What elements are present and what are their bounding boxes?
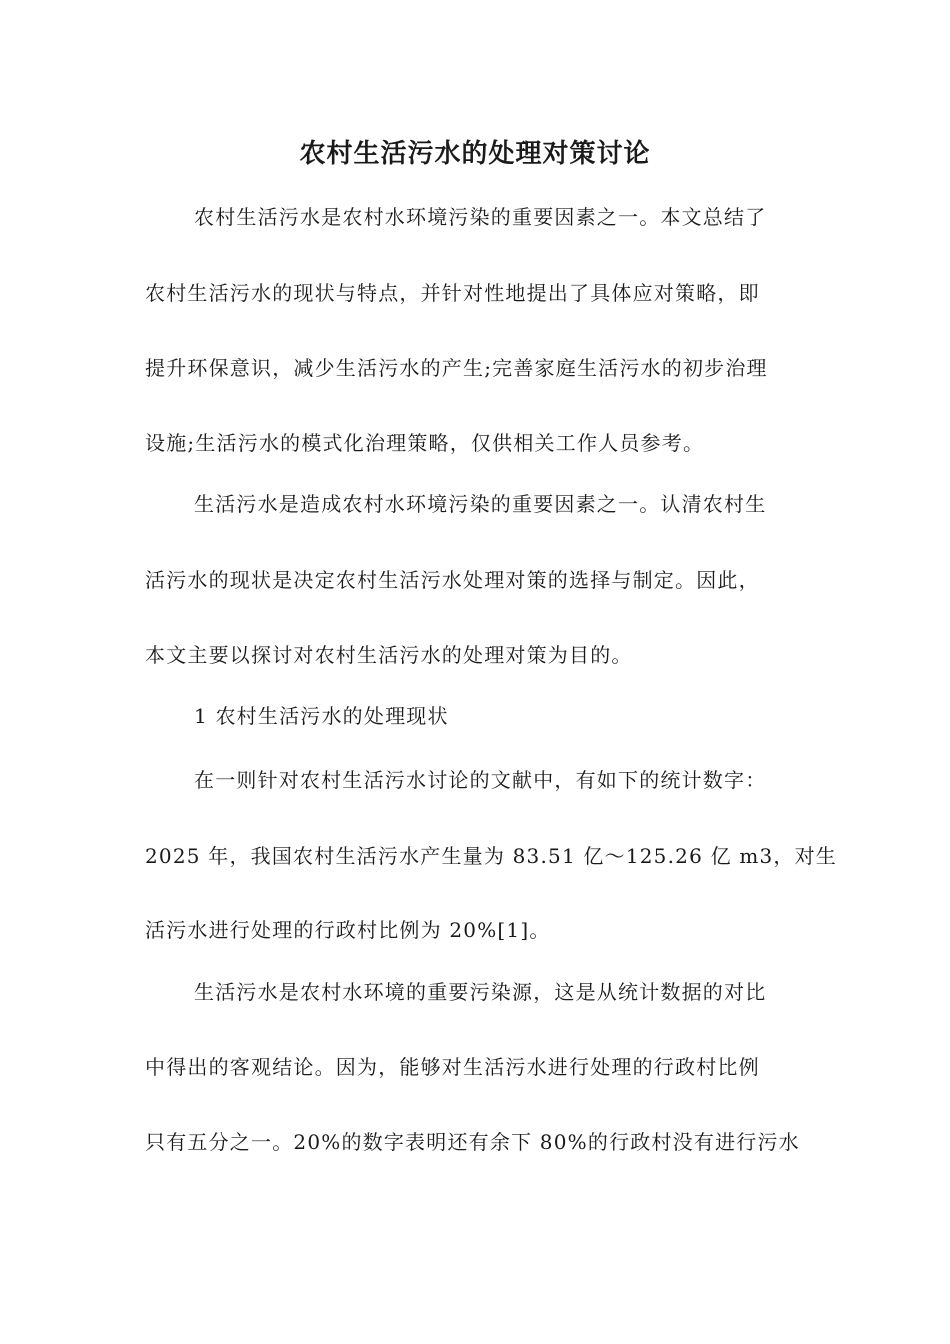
paragraph-2-line-2: 活污水的现状是决定农村生活污水处理对策的选择与制定。因此，: [145, 568, 760, 592]
paragraph-4-line-1: 生活污水是农村水环境的重要污染源，这是从统计数据的对比: [194, 980, 767, 1004]
paragraph-1-line-3: 提升环保意识，减少生活污水的产生;完善家庭生活污水的初步治理: [145, 356, 768, 380]
paragraph-4-line-2: 中得出的客观结论。因为，能够对生活污水进行处理的行政村比例: [145, 1055, 760, 1079]
paragraph-4-line-3: 只有五分之一。20%的数字表明还有余下 80%的行政村没有进行污水: [145, 1130, 800, 1154]
paragraph-1-line-1: 农村生活污水是农村水环境污染的重要因素之一。本文总结了: [194, 205, 767, 229]
paragraph-1-line-4: 设施;生活污水的模式化治理策略，仅供相关工作人员参考。: [145, 431, 705, 455]
paragraph-3-line-1: 在一则针对农村生活污水讨论的文献中，有如下的统计数字：: [194, 768, 767, 792]
paragraph-2-line-3: 本文主要以探讨对农村生活污水的处理对策为目的。: [145, 643, 633, 667]
paragraph-3-line-2: 2025 年，我国农村生活污水产生量为 83.51 亿～125.26 亿 m3，对生: [145, 844, 838, 868]
section-heading: 1 农村生活污水的处理现状: [194, 704, 449, 728]
paragraph-2-line-1: 生活污水是造成农村水环境污染的重要因素之一。认清农村生: [194, 492, 767, 516]
paragraph-1-line-2: 农村生活污水的现状与特点，并针对性地提出了具体应对策略，即: [145, 281, 760, 305]
document-title: 农村生活污水的处理对策讨论: [299, 139, 651, 169]
paragraph-3-line-3: 活污水进行处理的行政村比例为 20%[1]。: [145, 918, 551, 942]
